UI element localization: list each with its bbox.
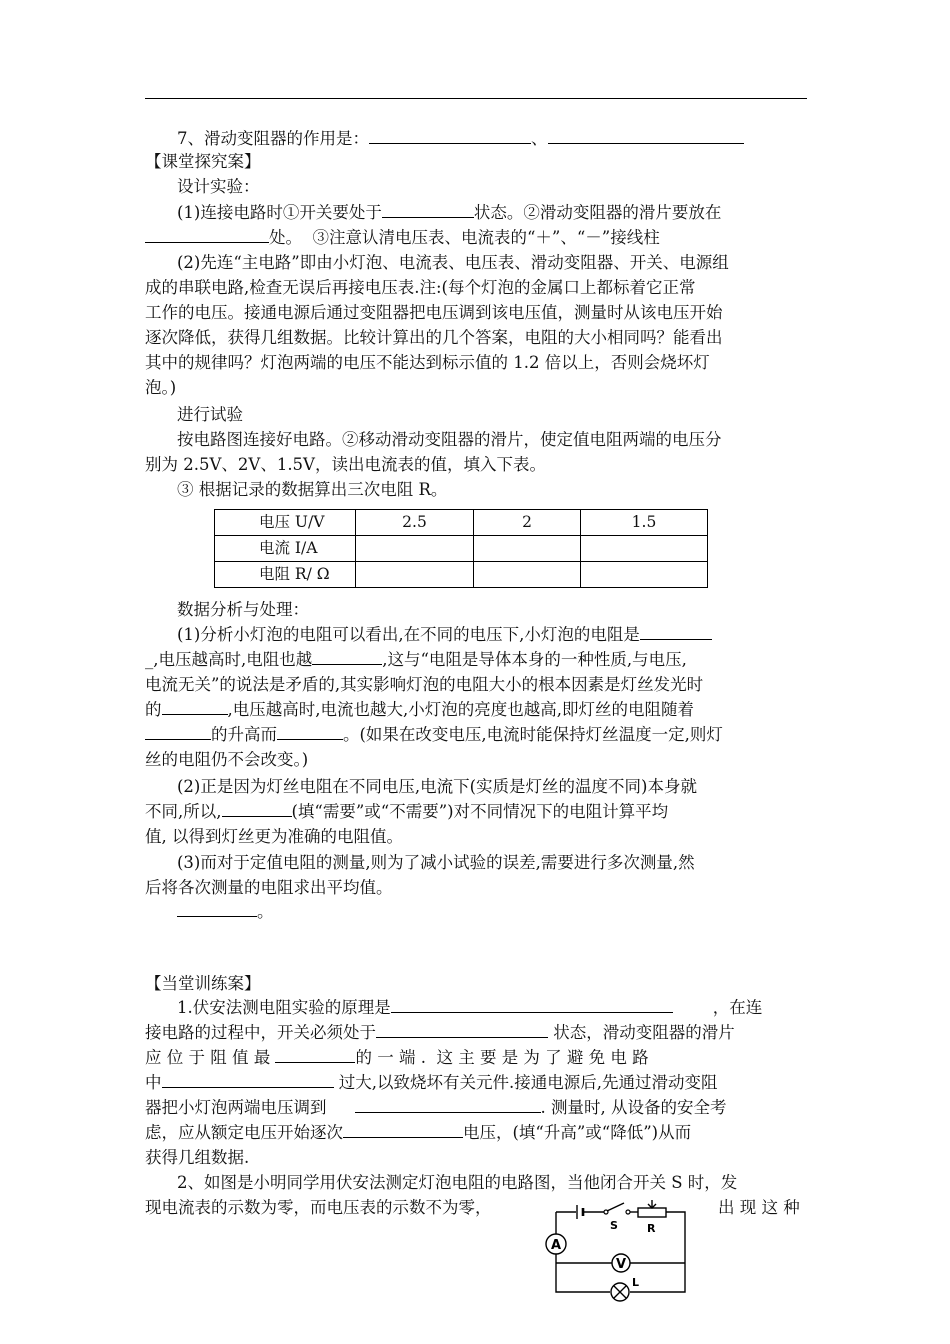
table-cell: 电阻 R/ Ω — [215, 562, 356, 588]
exp-title: 进行试验 — [177, 405, 243, 424]
table-cell[interactable] — [356, 562, 474, 588]
table-cell: 电流 I/A — [215, 536, 356, 562]
q1-line: 器把小灯泡两端电压调到 . 测量时, 从设备的安全考 — [145, 1098, 727, 1117]
voltmeter-icon — [612, 1254, 630, 1272]
p1-line-2: 处。 ③注意认清电压表、电流表的“＋”、“－”接线柱 — [145, 228, 807, 248]
answer-blank[interactable] — [145, 228, 269, 243]
table-cell: 电压 U/V — [215, 510, 356, 536]
switch-label: S — [610, 1219, 618, 1232]
table-row — [215, 536, 708, 562]
table-cell[interactable] — [474, 536, 581, 562]
a2-line: 值, 以得到灯丝更为准确的电阻值。 — [145, 827, 403, 846]
answer-blank[interactable] — [548, 129, 744, 144]
data-table — [214, 509, 708, 588]
p2-line: 成的串联电路,检查无误后再接电压表.注:(每个灯泡的金属口上都标着它正常 — [145, 278, 696, 297]
a3-line: 后将各次测量的电阻求出平均值。 — [145, 878, 393, 897]
table-cell[interactable] — [474, 562, 581, 588]
a1-line: 的升高而 。(如果在改变电压,电流时能保持灯丝温度一定,则灯 — [145, 725, 807, 745]
answer-blank[interactable] — [162, 700, 228, 715]
a1-line: 电流无关”的说法是矛盾的,其实影响灯泡的电阻大小的根本因素是灯丝发光时 — [145, 675, 704, 694]
answer-blank[interactable] — [145, 725, 211, 740]
q2-line: 现电流表的示数为零，而电压表的示数不为零， — [145, 1198, 492, 1217]
p2-line: 泡。) — [145, 378, 177, 397]
rheostat-label: R — [647, 1222, 656, 1235]
end-blank-line: 。 — [177, 902, 807, 922]
p2-line: (2)先连“主电路”即由小灯泡、电流表、电压表、滑动变阻器、开关、电源组 — [177, 253, 729, 272]
header-rule — [145, 98, 807, 99]
a1-line: 的 ,电压越高时,电流也越大,小灯泡的亮度也越高,即灯丝的电阻随着 — [145, 700, 694, 719]
section-heading-dangtang: 【当堂训练案】 — [145, 974, 261, 993]
answer-blank[interactable] — [640, 625, 712, 640]
table-cell: 2 — [474, 510, 581, 536]
table-cell[interactable] — [581, 562, 708, 588]
exp-line: 别为 2.5V、2V、1.5V，读出电流表的值，填入下表。 — [145, 455, 546, 474]
answer-blank[interactable] — [376, 1023, 548, 1038]
exp-line: 按电路图连接好电路。②移动滑动变阻器的滑片，使定值电阻两端的电压分 — [177, 430, 722, 449]
section-heading-ketang: 【课堂探究案】 — [145, 152, 261, 171]
answer-blank[interactable] — [162, 1073, 334, 1088]
voltmeter-label: V — [616, 1257, 627, 1272]
a1-line: 丝的电阻仍不会改变。) — [145, 750, 309, 769]
p2-line: 其中的规律吗？灯泡两端的电压不能达到标示值的 1.2 倍以上，否则会烧坏灯 — [145, 353, 710, 372]
p2-line: 逐次降低，获得几组数据。比较计算出的几个答案，电阻的大小相同吗？能看出 — [145, 328, 723, 347]
q1-line: 应 位 于 阻 值 最 的 一 端 . 这 主 要 是 为 了 避 免 电 路 — [145, 1048, 649, 1067]
a3-line: (3)而对于定值电阻的测量,则为了减小试验的误差,需要进行多次测量,然 — [177, 853, 695, 872]
q2-line-tail: 出 现 这 种 — [718, 1198, 800, 1217]
circuit-diagram — [540, 1200, 690, 1304]
a1-line: (1)分析小灯泡的电阻可以看出,在不同的电压下,小灯泡的电阻是 — [177, 625, 807, 645]
table-cell[interactable] — [581, 536, 708, 562]
lamp-icon — [611, 1283, 629, 1301]
battery-icon — [577, 1205, 583, 1219]
ammeter-label: A — [551, 1238, 562, 1253]
a2-line: (2)正是因为灯丝电阻在不同电压,电流下(实质是灯丝的温度不同)本身就 — [177, 777, 697, 796]
answer-blank[interactable] — [277, 725, 343, 740]
q1-line: 获得几组数据. — [145, 1148, 250, 1167]
table-row — [215, 510, 708, 536]
answer-blank[interactable] — [312, 650, 382, 665]
wire — [556, 1254, 610, 1292]
q1-line: 1.伏安法测电阻实验的原理是 ，在连 — [177, 998, 763, 1017]
q1-line: 接电路的过程中，开关必须处于 状态，滑动变阻器的滑片 — [145, 1023, 735, 1042]
answer-blank[interactable] — [355, 1098, 541, 1113]
p2-line: 工作的电压。接通电源后通过变阻器把电压调到该电压值，测量时从该电压开始 — [145, 303, 723, 322]
answer-blank[interactable] — [369, 129, 531, 144]
q7-line: 7、滑动变阻器的作用是： 、 — [177, 129, 807, 149]
ammeter-icon — [546, 1234, 566, 1254]
analysis-title: 数据分析与处理： — [177, 600, 309, 619]
answer-blank[interactable] — [222, 802, 292, 817]
a2-line: 不同,所以, (填“需要”或“不需要”)对不同情况下的电阻计算平均 — [145, 802, 669, 821]
table-cell[interactable] — [356, 536, 474, 562]
a1-line: _,电压越高时,电阻也越 ,这与“电阻是导体本身的一种性质,与电压, — [145, 650, 687, 669]
answer-blank[interactable] — [343, 1123, 463, 1138]
design-title: 设计实验： — [177, 177, 260, 196]
answer-blank[interactable] — [382, 203, 474, 218]
rheostat-icon — [638, 1200, 672, 1217]
table-cell: 2.5 — [356, 510, 474, 536]
exp-line: ③ 根据记录的数据算出三次电阻 R。 — [177, 480, 448, 499]
q1-line: 中 过大,以致烧坏有关元件.接通电源后,先通过滑动变阻 — [145, 1073, 718, 1092]
switch-icon — [604, 1203, 630, 1214]
answer-blank[interactable] — [177, 902, 257, 917]
q2-line: 2、如图是小明同学用伏安法测定灯泡电阻的电路图，当他闭合开关 S 时，发 — [177, 1173, 738, 1192]
table-cell: 1.5 — [581, 510, 708, 536]
p1-line-1: (1)连接电路时①开关要处于 状态。②滑动变阻器的滑片要放在 — [177, 203, 722, 222]
lamp-label: L — [632, 1276, 640, 1289]
answer-blank[interactable] — [391, 998, 673, 1013]
q1-line: 虑，应从额定电压开始逐次 电压，(填“升高”或“降低”)从而 — [145, 1123, 692, 1142]
answer-blank[interactable] — [275, 1048, 355, 1063]
table-row — [215, 562, 708, 588]
